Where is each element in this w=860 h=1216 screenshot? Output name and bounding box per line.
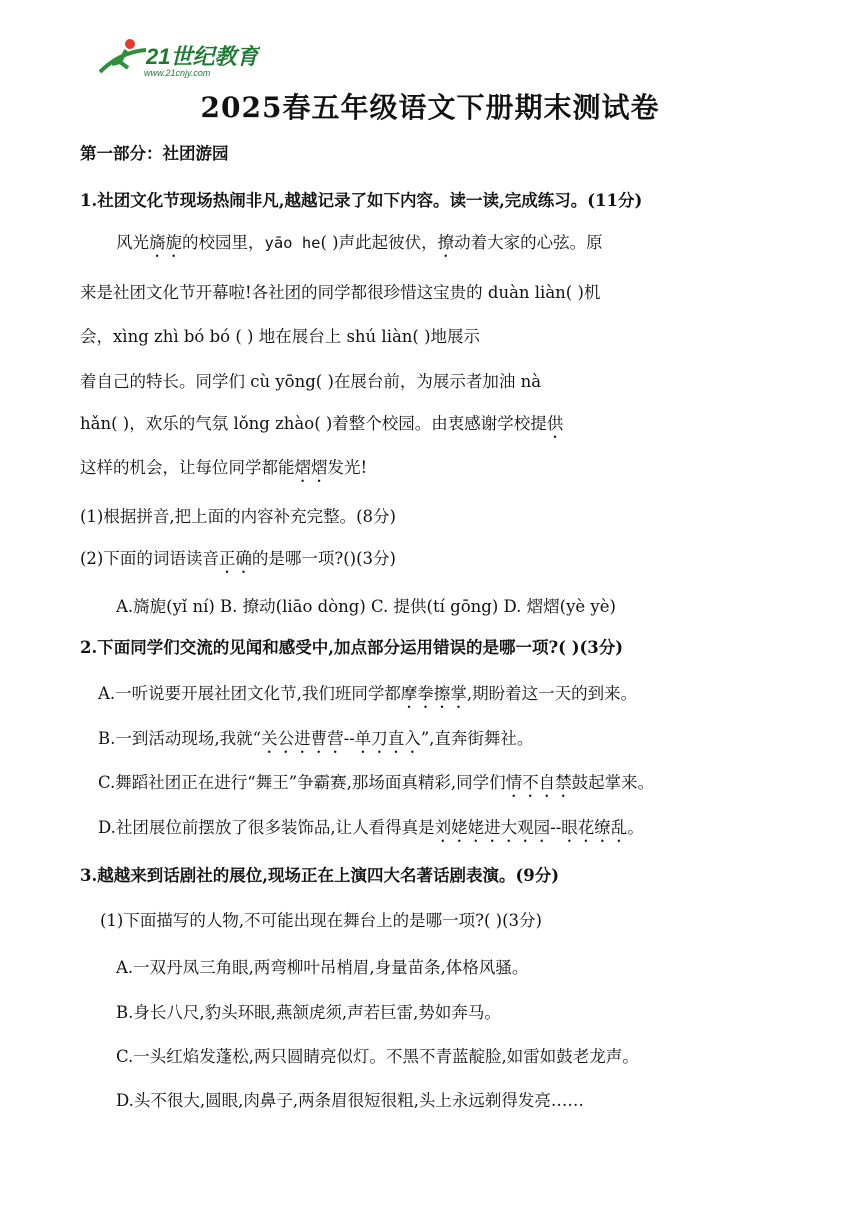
dotted-word: 单刀直入 [354,729,421,748]
q2-option-b: B.一到活动现场,我就“关公进曹营--单刀直入”,直奔街舞社。 [98,729,534,748]
logo-brand: 21世纪教育 [146,44,259,69]
q1-passage-line-5: hǎn( )，欢乐的气氛 lǒng zhào( )着整个校园。由衷感谢学校提供 [80,414,564,433]
q3-sub1: (1)下面描写的人物,不可能出现在舞台上的是哪一项?( )(3分) [100,911,542,930]
q3-option-a: A.一双丹凤三角眼,两弯柳叶吊梢眉,身量苗条,体格风骚。 [116,958,529,977]
q1-passage-line-6: 这样的机会，让每位同学都能熠熠发光! [80,458,368,477]
q1-passage-line-4: 着自己的特长。同学们 cù yōng( )在展台前，为展示者加油 nà [80,372,542,391]
dotted-word: 正确 [218,549,252,568]
q3-option-d: D.头不很大,圆眼,肉鼻子,两条眉很短很粗,头上永远剃得发亮…… [116,1091,584,1110]
q1-passage-line-1: 风光旖旎的校园里，yāo he( )声此起彼伏，撩动着大家的心弦。原 [116,233,603,252]
q3-option-c: C.一头红焰发蓬松,两只圆睛亮似灯。不黑不青蓝靛脸,如雷如鼓老龙声。 [116,1047,639,1066]
q2-stem: 2.下面同学们交流的见闻和感受中,加点部分运用错误的是哪一项?( )(3分) [80,638,624,657]
q2-option-a: A.一听说要开展社团文化节,我们班同学都摩拳擦掌,期盼着这一天的到来。 [98,684,638,703]
section-heading: 第一部分：社团游园 [80,144,229,163]
q2-option-d: D.社团展位前摆放了很多装饰品,让人看得真是刘姥姥进大观园--眼花缭乱。 [98,818,644,837]
q3-option-b: B.身长八尺,豹头环眼,燕颔虎须,声若巨雷,势如奔马。 [116,1003,501,1022]
dotted-word: 刘姥姥进大观园 [434,818,551,837]
q1-sub2: (2)下面的词语读音正确的是哪一项?()(3分) [80,549,396,568]
q1-stem: 1.社团文化节现场热闹非凡,越越记录了如下内容。读一读,完成练习。(11分) [80,191,643,210]
q1-options: A.旖旎(yǐ ní) B. 撩动(liāo dòng) C. 提供(tí gōng) D. 熠熠(yè yè) [116,597,616,616]
dotted-word: 熠熠 [294,458,328,477]
dotted-word: 摩拳擦掌 [400,684,467,703]
pinyin: yāo he [264,234,321,252]
q1-sub1: (1)根据拼音,把上面的内容补充完整。(8分) [80,507,396,526]
q1-passage-line-3: 会，xìng zhì bó bó ( ) 地在展台上 shú liàn( )地展示 [80,327,481,346]
page-title: 2025春五年级语文下册期末测试卷 [200,91,660,124]
logo-url: www.21cnjy.com [144,68,211,78]
q1-passage-line-2: 来是社团文化节开幕啦!各社团的同学都很珍惜这宝贵的 duàn liàn( )机 [80,283,601,302]
brand-logo [90,34,260,80]
dotted-word: 情不自禁 [505,773,572,792]
dotted-word: 撩 [437,233,455,252]
dotted-word: 眼花缭乱 [561,818,628,837]
dotted-word: 供 [546,414,564,433]
dotted-word: 关公进曹营 [261,729,344,748]
q3-stem: 3.越越来到话剧社的展位,现场正在上演四大名著话剧表演。(9分) [80,866,560,885]
q2-option-c: C.舞蹈社团正在进行“舞王”争霸赛,那场面真精彩,同学们情不自禁鼓起掌来。 [98,773,655,792]
dotted-word: 旖旎 [149,233,182,252]
